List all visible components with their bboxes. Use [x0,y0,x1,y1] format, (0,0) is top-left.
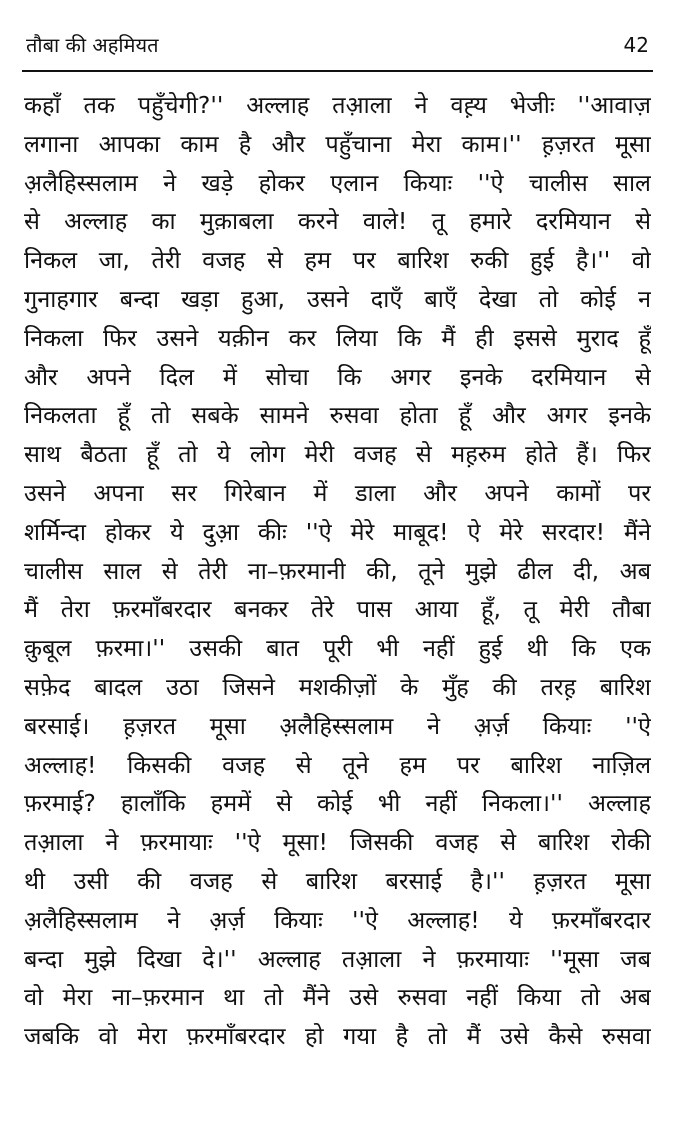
text-line: थी उसी की वजह से बारिश बरसाई है।'' ह़ज़रत मूसा [24,866,651,895]
text-line: निकलता हूँ तो सबके सामने रुसवा होता हूँ और अगर इनके [24,401,651,430]
text-line: निकला फिर उसने यक़ीन कर लिया कि मैं ही इससे मुराद हूँ [24,323,651,352]
text-line: साथ बैठता हूँ तो ये लोग मेरी वजह से मह़रुम होते हैं। फिर [24,440,651,469]
text-line: लगाना आपका काम है और पहुँचाना मेरा काम।'' ह़ज़रत मूसा [24,129,651,158]
text-line: कहाँ तक पहुँचेगी?'' अल्लाह तआ़ला ने वह़्य भेजीः ''आवाज़ [24,91,651,119]
text-line: गुनाहगार बन्दा खड़ा हुआ, उसने दाएँ बाएँ देखा तो कोई न [24,284,651,313]
text-line: और अपने दिल में सोचा कि अगर इनके दरमियान से [24,362,651,391]
text-line: से अल्लाह का मुक़ाबला करने वाले! तू हमारे दरमियान से [24,207,651,236]
body-text [24,86,651,1056]
text-line: उसने अपना सर गिरेबान में डाला और अपने कामों पर [24,478,651,507]
text-line: अ़लैहिस्सलाम ने खड़े होकर एलान कियाः ''ऐ चालीस साल [24,168,651,197]
text-line: तआ़ला ने फ़रमायाः ''ऐ मूसा! जिसकी वजह से बारिश रोकी [24,828,651,857]
text-line: शर्मिन्दा होकर ये दुआ़ कीः ''ऐ मेरे माबूद! ऐ मेरे सरदार! मैंने [24,517,651,546]
text-line: निकल जा, तेरी वजह से हम पर बारिश रुकी हुई है।'' वो [24,246,651,275]
text-line: बन्दा मुझे दिखा दे।'' अल्लाह तआ़ला ने फ़रमायाः ''मूसा जब [24,944,651,973]
page-header [22,28,653,72]
running-title: तौबा की अहमियत [26,33,159,57]
page-number: 42 [623,33,649,57]
text-line: अ़लैहिस्सलाम ने अ़र्ज़ कियाः ''ऐ अल्लाह! ये फ़रमाँबरदार [24,905,651,934]
text-line: क़ुबूल फ़रमा।'' उसकी बात पूरी भी नहीं हुई थी कि एक [24,634,651,663]
text-line: मैं तेरा फ़रमाँबरदार बनकर तेरे पास आया हूँ, तू मेरी तौबा [24,595,651,624]
text-line: बरसाई। ह़ज़रत मूसा अ़लैहिस्सलाम ने अ़र्ज़ कियाः ''ऐ [24,711,651,740]
text-line: जबकि वो मेरा फ़रमाँबरदार हो गया है तो मैं उसे कैसे रुसवा [24,1022,651,1051]
text-line: फ़रमाई? हालाँकि हममें से कोई भी नहीं निकला।'' अल्लाह [24,789,651,818]
text-line: वो मेरा ना–फ़रमान था तो मैंने उसे रुसवा नहीं किया तो अब [24,983,651,1012]
text-line: अल्लाह! किसकी वजह से तूने हम पर बारिश नाज़िल [24,750,651,779]
text-line: सफ़ेद बादल उठा जिसने मशकीज़ों के मुँह की तरह़ बारिश [24,672,651,701]
text-line: चालीस साल से तेरी ना–फ़रमानी की, तूने मुझे ढील दी, अब [24,556,651,585]
